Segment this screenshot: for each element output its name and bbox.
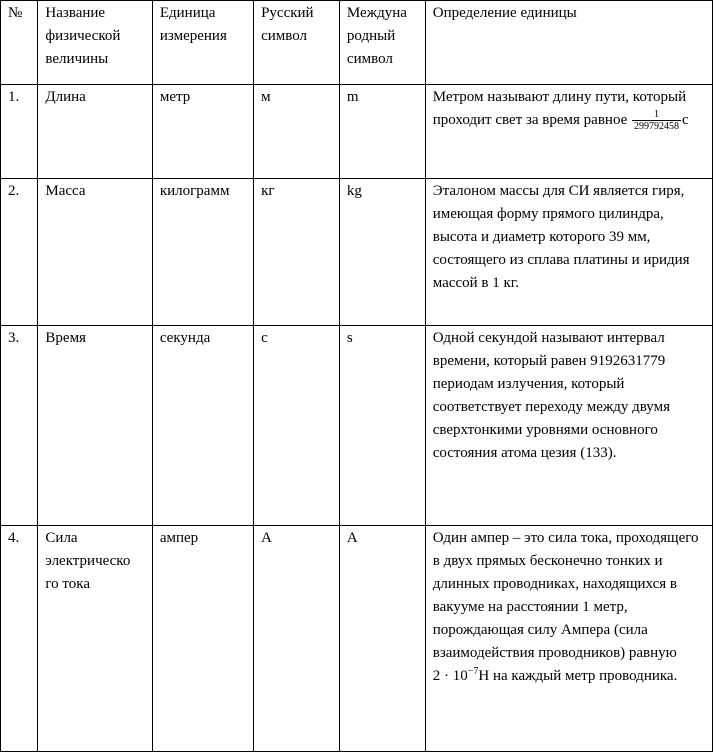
row-definition	[425, 526, 712, 752]
row-ru-symbol: с	[254, 326, 340, 526]
formula	[433, 668, 489, 684]
row-name: Длина	[38, 85, 152, 179]
row-definition	[425, 85, 712, 179]
row-name: Сила электрическо го тока	[38, 526, 152, 752]
row-int-symbol: s	[339, 326, 425, 526]
header-name: Название физической величины	[38, 1, 152, 85]
table-row-current	[1, 526, 713, 752]
row-int-symbol: m	[339, 85, 425, 179]
fraction-numerator: 1	[632, 109, 681, 121]
header-definition: Определение единицы	[425, 1, 712, 85]
row-no: 3.	[1, 326, 38, 526]
row-ru-symbol: кг	[254, 179, 340, 326]
row-definition: Эталоном массы для СИ является гиря, имеющая форму прямого цилиндра, высота и диаметр которого 39 мм, состоящего из сплава платины и иридия массой в 1 кг.	[425, 179, 712, 326]
fraction	[632, 109, 681, 132]
row-no: 4.	[1, 526, 38, 752]
definition-suffix: на каждый метр проводника.	[492, 668, 678, 684]
definition-text: Метром называют длину пути, который проходит свет за время равное	[432, 89, 687, 128]
definition-suffix: с	[682, 112, 689, 128]
header-no: №	[1, 1, 38, 85]
table-row-mass	[1, 179, 713, 326]
row-ru-symbol: м	[254, 85, 340, 179]
row-definition: Одной секундой называют интервал времени, который равен 9192631779 периодам излучения, который соответствует переходу между двумя сверхтонкими уровнями основного состояния атома цезия (133).	[425, 326, 712, 526]
row-unit: метр	[152, 85, 253, 179]
fraction-denominator: 299792458	[634, 121, 680, 133]
row-int-symbol: A	[339, 526, 425, 752]
table-row-length	[1, 85, 713, 179]
row-no: 1.	[1, 85, 38, 179]
row-no: 2.	[1, 179, 38, 326]
row-unit: секунда	[152, 326, 253, 526]
table-row-time	[1, 326, 713, 526]
row-name: Масса	[38, 179, 152, 326]
row-unit: килограмм	[152, 179, 253, 326]
header-row	[1, 1, 713, 85]
row-unit: ампер	[152, 526, 253, 752]
row-ru-symbol: А	[254, 526, 340, 752]
header-ru-symbol: Русский символ	[254, 1, 340, 85]
formula-unit: Н	[478, 668, 490, 684]
row-int-symbol: kg	[339, 179, 425, 326]
row-name: Время	[38, 326, 152, 526]
header-int-symbol: Междуна родный символ	[339, 1, 425, 85]
definition-text: Один ампер – это сила тока, проходящего в двух прямых бесконечно тонких и длинных проводниках, находящихся в вакууме на расстоянии 1 метр, порождающая силу Ампера (сила взаимодействия проводников) равную	[432, 530, 699, 661]
formula-base: 2 · 10	[432, 668, 468, 684]
header-unit: Единица измерения	[152, 1, 253, 85]
formula-exponent: −7	[467, 666, 479, 677]
